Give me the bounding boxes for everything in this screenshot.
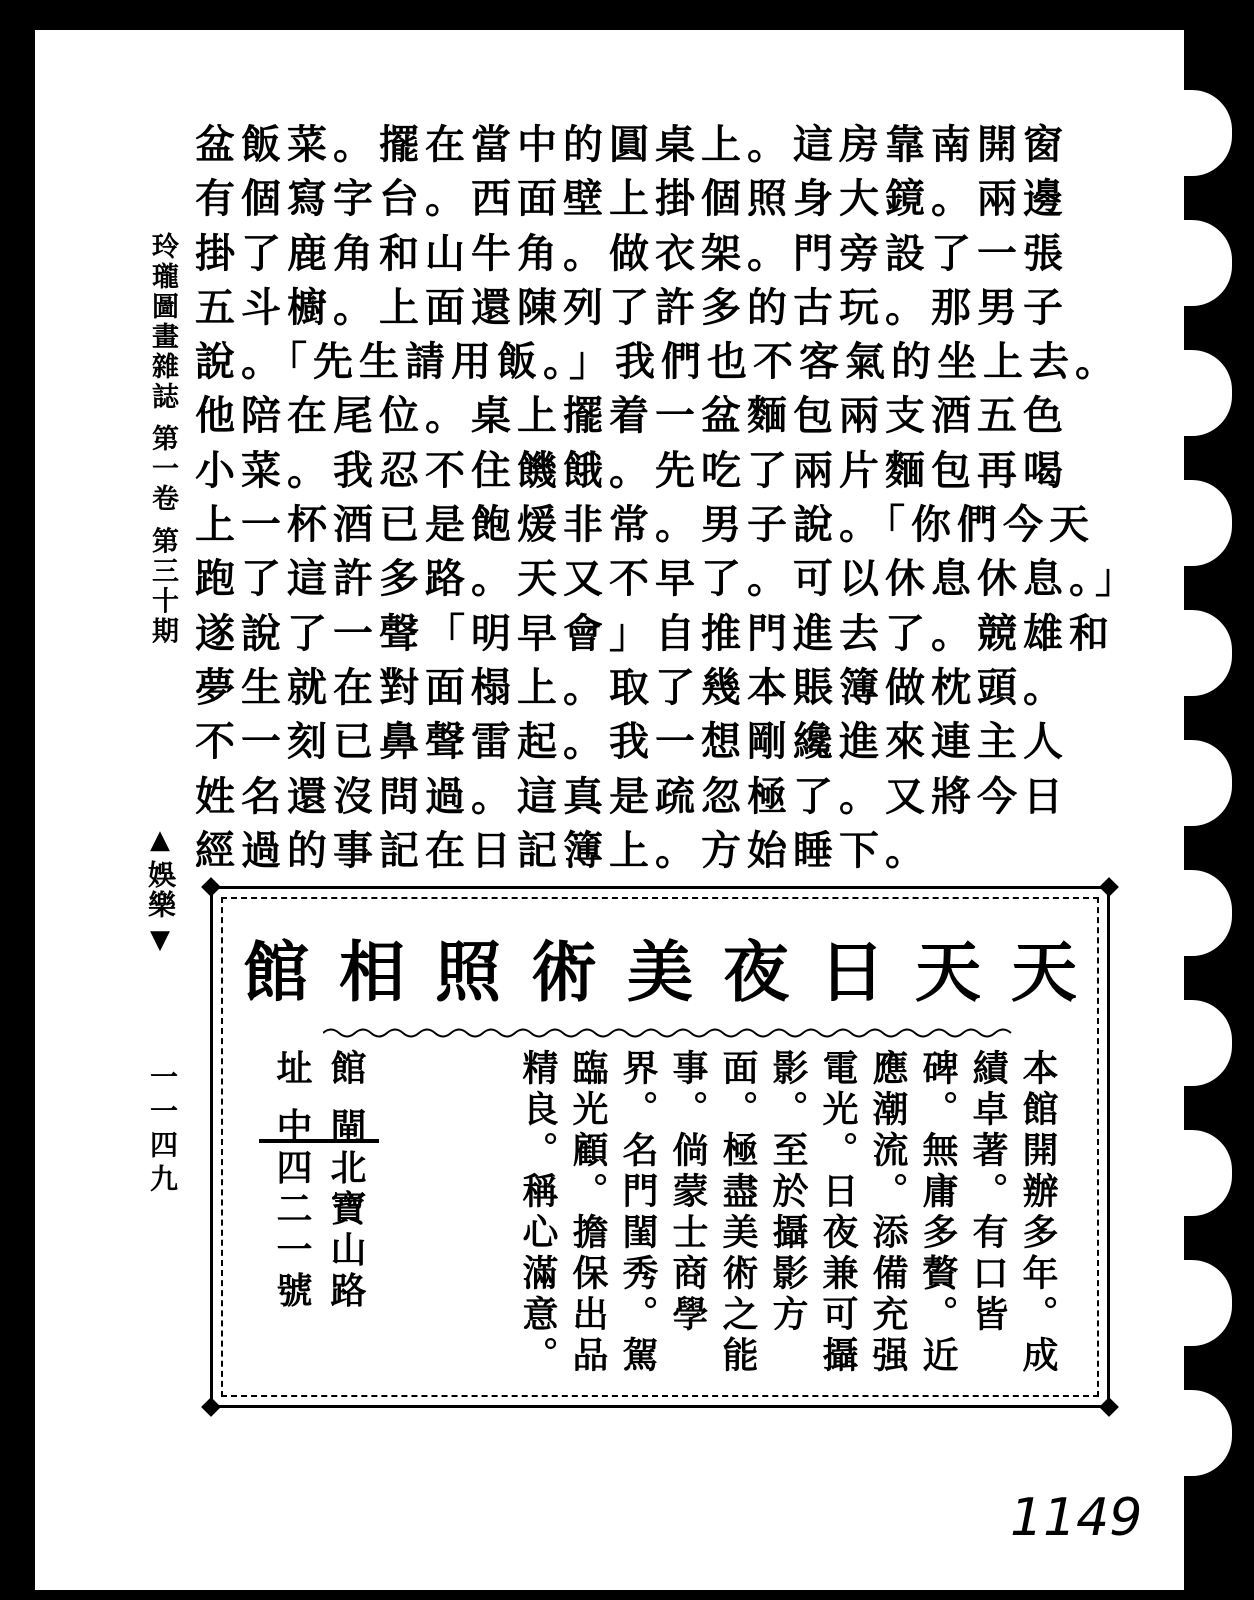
ad-title-text: 天天日夜美術照相館	[243, 933, 1107, 1011]
text-line: 有個寫字台。西面壁上掛個照身大鏡。兩邊	[195, 175, 1069, 223]
wave-divider	[323, 1026, 1013, 1040]
text-line: 小菜。我忍不住饑餓。先吃了兩片麵包再喝	[195, 446, 1069, 494]
edge-tab	[1182, 1260, 1232, 1346]
text-line: 掛了鹿角和山牛角。做衣架。門旁設了一張	[195, 229, 1069, 277]
text-line: 上一杯酒已是飽煖非常。男子說。「你們今天	[195, 501, 1095, 549]
text-line: 遂說了一聲「明早會」自推門進去了。競雄和	[195, 609, 1115, 657]
publication-info: 玲瓏圖畫雜誌 第一卷 第三十期	[147, 232, 178, 647]
edge-tab	[1182, 870, 1232, 956]
edge-tab	[1182, 220, 1232, 306]
section-label: 娛樂	[144, 860, 177, 920]
text-line: 經過的事記在日記簿上。方始睡下。	[195, 826, 931, 874]
ad-title	[243, 919, 1107, 1014]
triangle-down-icon: ▼	[150, 925, 170, 955]
edge-tab	[1182, 610, 1232, 696]
advertisement-box	[210, 886, 1110, 1408]
edge-tab	[1182, 480, 1232, 566]
text-line: 不一刻已鼻聲雷起。我一想剛纔進來連主人	[195, 718, 1069, 766]
ad-body-text: 本館開辦多年。成績卓著。有口皆碑。無庸多贅。近應潮流。添備充强電光。日夜兼可攝影。至於攝影方面。極盡美術之能事。倘蒙士商學界。名門閨秀。駕臨光顧。擔保出品精良。稱心滿意。	[517, 1049, 1059, 1377]
text-line: 盆飯菜。擺在當中的圓桌上。這房靠南開窗	[195, 121, 1069, 168]
text-line: 說。「先生請用飯。」我們也不客氣的坐上去。	[195, 338, 1121, 386]
edge-tab	[1182, 1130, 1232, 1216]
ad-address: 館 閘北寶山路 址 中四二一號	[271, 1049, 367, 1313]
edge-tab	[1182, 90, 1232, 176]
text-line: 跑了這許多路。天又不早了。可以休息休息。」	[195, 555, 1141, 603]
text-line: 姓名還沒問過。這真是疏忽極了。又將今日	[195, 772, 1069, 820]
handwritten-page-number: 1149	[1010, 1488, 1143, 1548]
torn-edge	[1184, 0, 1254, 1600]
edge-tab	[1182, 1000, 1232, 1086]
text-line: 夢生就在對面榻上。取了幾本賬簿做枕頭。	[195, 663, 1069, 711]
text-line: 他陪在尾位。桌上擺着一盆麵包兩支酒五色	[195, 392, 1069, 440]
triangle-up-icon: ▲	[150, 825, 170, 855]
edge-tab	[1182, 740, 1232, 826]
section-marker	[140, 826, 180, 954]
text-line: 五斗櫥。上面還陳列了許多的古玩。那男子	[195, 283, 1069, 331]
page-number: 一一四九	[146, 1062, 179, 1198]
edge-tab	[1182, 350, 1232, 436]
main-text-block	[195, 118, 1141, 878]
edge-tab	[1182, 1390, 1232, 1476]
